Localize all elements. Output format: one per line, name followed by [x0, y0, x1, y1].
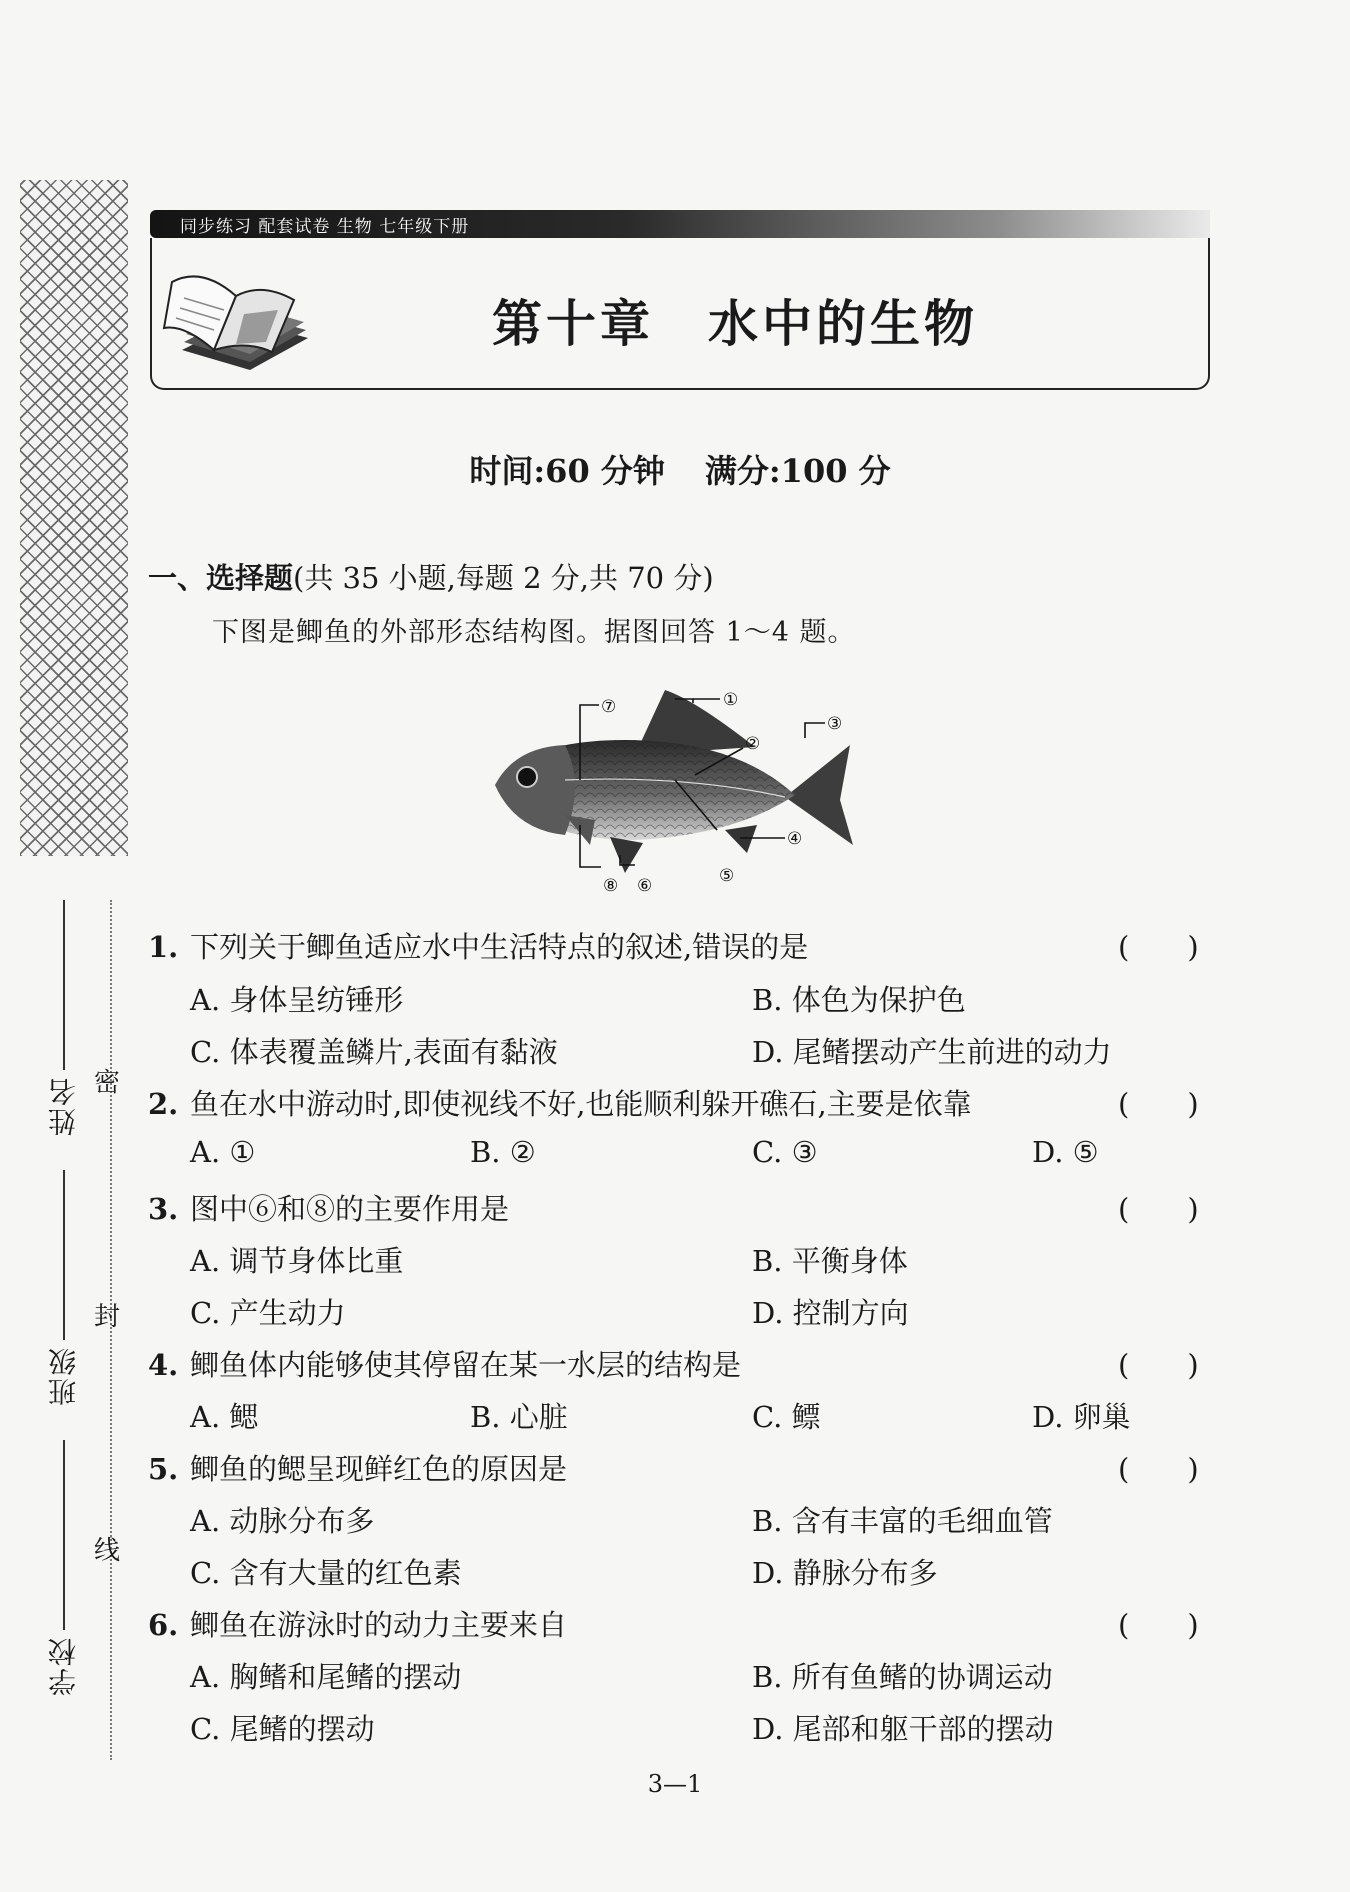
question-3 — [148, 1187, 509, 1228]
label-1: ① — [723, 690, 739, 710]
answer-blank-2[interactable]: ( ) — [1118, 1087, 1199, 1121]
answer-blank-1[interactable]: ( ) — [1118, 930, 1199, 964]
question-stem: 鲫鱼的鳃呈现鲜红色的原因是 — [190, 1452, 568, 1486]
section-title: 一、选择题 — [148, 561, 294, 595]
label-2: ② — [745, 734, 761, 754]
question-stem: 鱼在水中游动时,即使视线不好,也能顺利躲开礁石,主要是依靠 — [190, 1087, 972, 1121]
option-3d[interactable]: D. 控制方向 — [752, 1296, 909, 1330]
question-2 — [148, 1082, 972, 1123]
class-field — [44, 1170, 84, 1412]
question-number: 4. — [148, 1348, 179, 1382]
option-6d[interactable]: D. 尾部和躯干部的摆动 — [752, 1712, 1054, 1746]
label-4: ④ — [787, 829, 803, 849]
option-2c[interactable]: C. ③ — [752, 1135, 818, 1169]
label-6: ⑥ — [637, 876, 653, 896]
option-1a[interactable]: A. 身体呈纺锤形 — [190, 983, 404, 1017]
answer-blank-5[interactable]: ( ) — [1118, 1452, 1199, 1486]
question-number: 1. — [148, 930, 179, 964]
answer-blank-3[interactable]: ( ) — [1118, 1192, 1199, 1226]
label-7: ⑦ — [601, 697, 617, 717]
question-1 — [148, 925, 808, 966]
decorative-pattern-strip — [20, 180, 128, 856]
series-header-bar — [150, 210, 1210, 238]
question-6 — [148, 1603, 567, 1644]
school-underline[interactable] — [63, 1440, 65, 1630]
option-5c[interactable]: C. 含有大量的红色素 — [190, 1556, 462, 1590]
answer-blank-4[interactable]: ( ) — [1118, 1348, 1199, 1382]
binding-mark-xian: 线 — [94, 1536, 121, 1566]
label-5: ⑤ — [719, 866, 735, 886]
section-note: (共 35 小题,每题 2 分,共 70 分) — [293, 561, 714, 595]
binding-mark-mi: 密 — [94, 1068, 121, 1098]
name-underline[interactable] — [63, 900, 65, 1070]
option-2d[interactable]: D. ⑤ — [1032, 1135, 1099, 1169]
class-label: 班级 — [47, 1346, 80, 1406]
class-underline[interactable] — [63, 1170, 65, 1340]
question-stem: 鲫鱼在游泳时的动力主要来自 — [190, 1608, 568, 1642]
crucian-carp-diagram — [485, 685, 905, 905]
answer-blank-6[interactable]: ( ) — [1118, 1608, 1199, 1642]
question-5 — [148, 1447, 567, 1488]
option-6c[interactable]: C. 尾鳍的摆动 — [190, 1712, 375, 1746]
question-4 — [148, 1343, 741, 1384]
question-intro: 下图是鲫鱼的外部形态结构图。据图回答 1～4 题。 — [212, 617, 856, 648]
question-number: 6. — [148, 1608, 179, 1642]
name-label: 姓名 — [47, 1076, 80, 1136]
binding-mark-feng: 封 — [94, 1302, 121, 1332]
question-stem: 下列关于鲫鱼适应水中生活特点的叙述,错误的是 — [190, 930, 809, 964]
option-3b[interactable]: B. 平衡身体 — [752, 1244, 908, 1278]
anal-fin — [725, 825, 757, 853]
question-number: 5. — [148, 1452, 179, 1486]
name-field — [44, 900, 84, 1142]
page-number: 3—1 — [647, 1770, 703, 1798]
option-5a[interactable]: A. 动脉分布多 — [190, 1504, 375, 1538]
time-limit: 时间:60 分钟 — [469, 452, 665, 490]
option-3a[interactable]: A. 调节身体比重 — [190, 1244, 404, 1278]
option-4b[interactable]: B. 心脏 — [470, 1400, 568, 1434]
pelvic-fin — [610, 837, 643, 873]
option-1c[interactable]: C. 体表覆盖鳞片,表面有黏液 — [190, 1035, 558, 1069]
school-field — [44, 1440, 84, 1702]
question-stem: 鲫鱼体内能够使其停留在某一水层的结构是 — [190, 1348, 742, 1382]
option-2a[interactable]: A. ① — [190, 1135, 256, 1169]
option-5b[interactable]: B. 含有丰富的毛细血管 — [752, 1504, 1053, 1538]
fish-head — [495, 745, 575, 835]
section-heading — [148, 556, 714, 597]
option-4d[interactable]: D. 卵巢 — [1032, 1400, 1131, 1434]
option-1b[interactable]: B. 体色为保护色 — [752, 983, 966, 1017]
option-4c[interactable]: C. 鳔 — [752, 1400, 821, 1434]
option-2b[interactable]: B. ② — [470, 1135, 536, 1169]
school-label: 学校 — [47, 1636, 80, 1696]
question-stem: 图中⑥和⑧的主要作用是 — [190, 1192, 510, 1226]
option-5d[interactable]: D. 静脉分布多 — [752, 1556, 938, 1590]
time-score-line — [0, 446, 1350, 492]
option-6a[interactable]: A. 胸鳍和尾鳍的摆动 — [190, 1660, 462, 1694]
label-3: ③ — [827, 714, 843, 734]
option-4a[interactable]: A. 鳃 — [190, 1400, 259, 1434]
option-1d[interactable]: D. 尾鳍摆动产生前进的动力 — [752, 1035, 1112, 1069]
series-text: 同步练习 配套试卷 生物 七年级下册 — [180, 217, 470, 237]
option-3c[interactable]: C. 产生动力 — [190, 1296, 346, 1330]
chapter-title: 第十章 水中的生物 — [492, 294, 978, 353]
question-number: 3. — [148, 1192, 179, 1226]
option-6b[interactable]: B. 所有鱼鳍的协调运动 — [752, 1660, 1053, 1694]
question-number: 2. — [148, 1087, 179, 1121]
chapter-title-box — [150, 238, 1210, 390]
fish-eye — [517, 767, 537, 787]
label-8: ⑧ — [603, 876, 619, 896]
full-score: 满分:100 分 — [704, 452, 891, 490]
